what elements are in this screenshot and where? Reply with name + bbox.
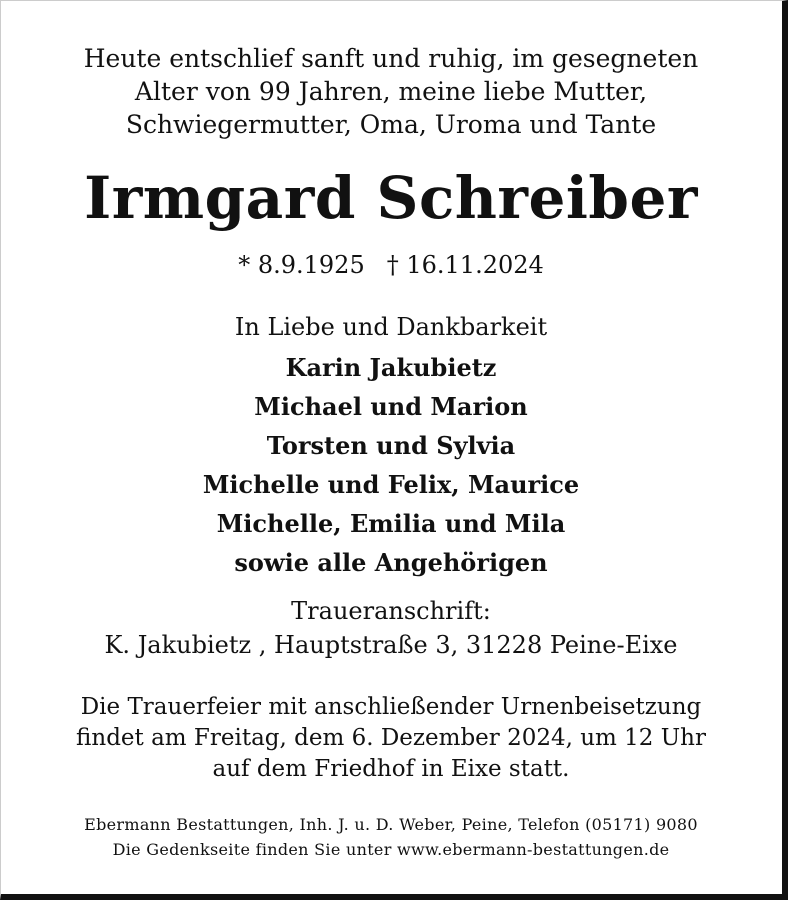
death-date: † 16.11.2024 <box>386 251 544 279</box>
ceremony-info <box>0 692 782 785</box>
deceased-name: Irmgard Schreiber <box>84 164 698 232</box>
birth-date: * 8.9.1925 <box>238 251 365 279</box>
memorial-page-link: Die Gedenkseite finden Sie unter www.ebermann-bestattungen.de <box>112 840 670 859</box>
mourner-item: Michelle, Emilia und Mila <box>216 509 566 538</box>
address-label: Traueranschrift: <box>291 597 491 625</box>
intro-line: Schwiegermutter, Oma, Uroma und Tante <box>125 110 657 139</box>
ceremony-line: auf dem Friedhof in Eixe statt. <box>212 756 570 782</box>
mourner-item: Michael und Marion <box>254 392 528 421</box>
mourner-item: Michelle und Felix, Maurice <box>202 470 580 499</box>
address-text: K. Jakubietz , Hauptstraße 3, 31228 Peine-Eixe <box>104 631 678 659</box>
mourner-item: Karin Jakubietz <box>285 353 497 382</box>
intro-line: Heute entschlief sanft und ruhig, im gesegneten <box>83 44 699 73</box>
life-dates <box>0 249 782 281</box>
intro-line: Alter von 99 Jahren, meine liebe Mutter, <box>134 77 648 106</box>
dedication-line: In Liebe und Dankbarkeit <box>234 313 548 341</box>
mourning-address <box>0 594 782 662</box>
funeral-home-contact: Ebermann Bestattungen, Inh. J. u. D. Weber, Peine, Telefon (05171) 9080 <box>84 815 698 834</box>
mourners-list <box>0 348 782 582</box>
mourner-item: Torsten und Sylvia <box>266 431 516 460</box>
funeral-home-footer <box>0 812 782 862</box>
intro-text <box>0 42 782 141</box>
ceremony-line: findet am Freitag, dem 6. Dezember 2024, um 12 Uhr <box>76 725 706 751</box>
ceremony-line: Die Trauerfeier mit anschließender Urnenbeisetzung <box>80 694 702 720</box>
mourner-item: sowie alle Angehörigen <box>234 548 548 577</box>
